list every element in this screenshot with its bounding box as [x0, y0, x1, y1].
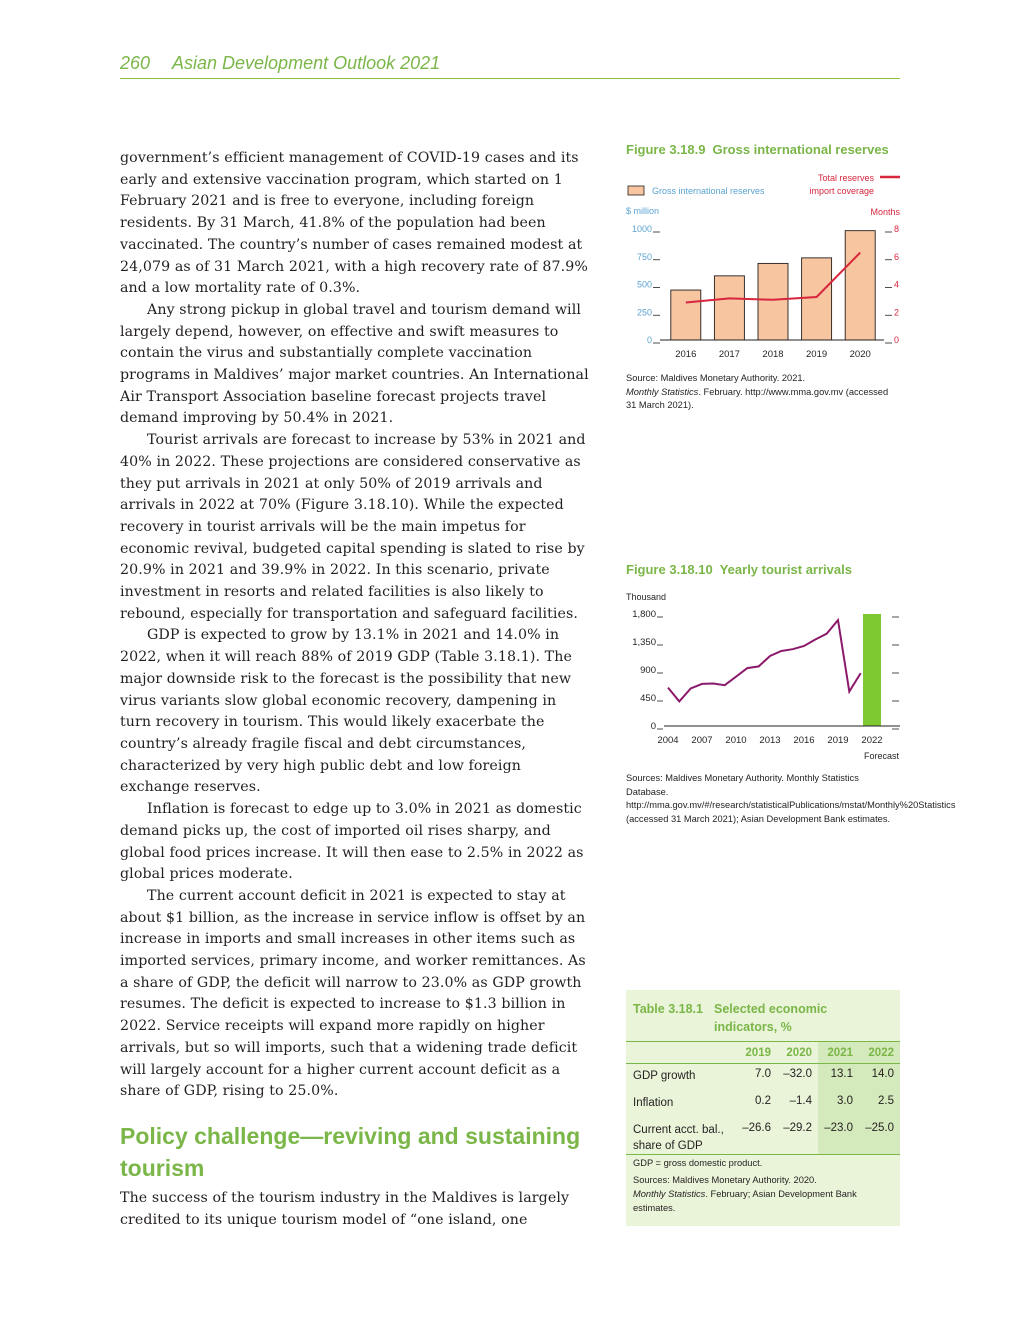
x-tick-label: 2018 [762, 349, 784, 360]
y-tick-label: 450 [640, 693, 656, 704]
reserves-chart [620, 168, 910, 368]
x-tick-label: 2022 [861, 735, 883, 746]
arrivals-chart [620, 586, 910, 766]
forecast-bar [863, 614, 881, 726]
figure-18-9-source [626, 372, 891, 413]
table-abbrev-note: GDP = gross domestic product. [633, 1158, 763, 1168]
page-number: 260 [120, 53, 151, 73]
cell: 2.5 [859, 1091, 900, 1118]
y2-tick-label: 8 [894, 224, 900, 234]
cell: –23.0 [818, 1118, 859, 1155]
row-label: GDP growth [633, 1070, 696, 1082]
x-tick-label: 2016 [675, 349, 697, 360]
y-tick-label: 1000 [631, 224, 652, 234]
y-tick-label: 750 [636, 251, 652, 262]
body-text [120, 148, 590, 1103]
cell: –32.0 [783, 1068, 812, 1080]
paragraph: Inflation is forecast to edge up to 3.0% in 2021 as domestic demand picks up, the cost of imported oil rises sharpy, and global food prices increase. It will then ease to 2.5% in 2022 as global prices moderate. [120, 801, 584, 883]
x-tick-label: 2019 [806, 349, 828, 360]
paragraph: Tourist arrivals are forecast to increase by 53% in 2021 and 40% in 2022. These projections are considered conservative as they put arrivals in 2021 at only 50% of 2019 arrivals and arrivals in 2022 at 70% (Figure 3.18.10). While the expected recovery in tourist arrivals will be the main impetus for economic revival, budgeted capital spending is slated to rise by 20.9% in 2021 and 39.9% in 2022. In this scenario, private investment in resorts and related facilities is also likely to rebound, especially for transportation and safeguard facilities. [120, 432, 586, 622]
cell: –1.4 [789, 1095, 812, 1107]
y2-tick-label: 0 [894, 335, 900, 345]
legend-bar-swatch [628, 186, 644, 195]
y2-tick-label: 2 [894, 307, 900, 318]
paragraph: GDP is expected to grow by 13.1% in 2021 and 14.0% in 2022, when it will reach 88% of 2019 GDP (Table 3.18.1). The major downside risk to the forecast is the possibility that new virus variants slow global economic recovery, dampening in turn recovery in tourism. This would likely exacerbate the country’s already fragile fiscal and debt circumstances, characterized by very high public debt and low foreign exchange reserves. [120, 627, 572, 796]
source-text-2: . February. http://www.mma.gov.mv (accessed 31 March 2021). [626, 386, 889, 410]
row-label: Inflation [633, 1097, 674, 1109]
y2-tick-label: 6 [894, 251, 900, 262]
cell: 13.1 [818, 1064, 859, 1092]
column-header: 2022 [859, 1042, 900, 1064]
reserves-bar [714, 276, 744, 340]
source-italic: Monthly Statistics [633, 1189, 706, 1199]
source-italic: Monthly Statistics [626, 386, 699, 397]
legend-bar-label: Gross international reserves [652, 186, 765, 196]
column-header: 2019 [736, 1042, 777, 1064]
table-header-row [626, 1042, 900, 1064]
header-blank [626, 1042, 736, 1064]
y-tick-label: 900 [640, 665, 656, 676]
y-tick-label: 0 [650, 721, 656, 732]
paragraph: Any strong pickup in global travel and tourism demand will largely depend, however, on effective and swift measures to contain the virus and substantially complete vaccination programs in Maldives’ major market countries. An International Air Transport Association baseline forecast projects travel demand improving by 50.4% in 2021. [120, 301, 589, 427]
cell: –26.6 [736, 1118, 777, 1155]
x-tick-label: 2017 [718, 349, 740, 360]
y-tick-label: 1,800 [632, 609, 656, 620]
table-number: Table 3.18.1 [633, 1002, 703, 1016]
indicator-table [626, 1041, 900, 1155]
table-row [626, 1118, 900, 1155]
table-row [626, 1064, 900, 1092]
x-tick-label: 2010 [725, 735, 747, 746]
y-tick-label: 0 [646, 335, 652, 345]
figure-title-text: Gross international reserves [712, 142, 889, 157]
y2-tick-label: 4 [894, 279, 900, 290]
page-header [120, 50, 900, 79]
y-axis-label: $ million [626, 206, 660, 216]
source-text-2: . February; Asian Development Bank estimates. [633, 1189, 857, 1213]
paragraph: The current account deficit in 2021 is expected to stay at about $1 billion, as the increase in service inflow is offset by an increase in imports and small increases in other items such as imported services, primary income, and worker remittances. As a share of GDP, the deficit will narrow to 23.0% as GDP growth resumes. The deficit is expected to increase to $1.3 billion in 2022. Service receipts will expand more rapidly on higher arrivals, but so will imports, such that a widening trade deficit will largely account for a higher current account deficit as a share of GDP, rising to 25.0%. [120, 887, 586, 1100]
section-paragraph: The success of the tourism industry in the Maldives is largely credited to its unique tourism model of “one island, one [120, 1190, 570, 1228]
figure-title-text: Yearly tourist arrivals [719, 562, 852, 577]
cell: 7.0 [755, 1068, 771, 1080]
cell: 0.2 [755, 1095, 771, 1107]
figure-number: Figure 3.18.10 [626, 562, 713, 577]
x-tick-label: 2020 [849, 349, 871, 360]
table-title: Selected economic indicators, % [714, 1002, 828, 1034]
y-axis-label: Thousand [626, 592, 667, 602]
y2-axis-label: Months [870, 207, 900, 217]
x-tick-label: 2019 [827, 735, 849, 746]
table-notes [633, 1156, 895, 1218]
figure-number: Figure 3.18.9 [626, 142, 706, 157]
reserves-bar [758, 263, 788, 340]
cell: 3.0 [818, 1091, 859, 1118]
reserves-bar [671, 290, 701, 340]
section-heading: Policy challenge—reviving and sustaining tourism [120, 1123, 581, 1181]
paragraph: government’s efficient management of COVID-19 cases and its early and extensive vaccination program, which started on 1 February 2021 and is free to everyone, including foreign residents. By 31 March, 41.8% of the population had been vaccinated. The country’s number of cases remained modest at 24,079 as of 31 March 2021, with a high recovery rate of 87.9% and a low mortality rate of 0.3%. [120, 150, 588, 297]
running-title: Asian Development Outlook 2021 [172, 53, 441, 73]
forecast-label: Forecast [863, 751, 899, 761]
y-tick-label: 1,350 [632, 637, 656, 648]
cell: –29.2 [777, 1118, 818, 1155]
figure-18-9-title [626, 142, 889, 157]
source-text: Sources: Maldives Monetary Authority. 2020. [633, 1175, 817, 1185]
x-tick-label: 2004 [657, 735, 679, 746]
column-header: 2021 [818, 1042, 859, 1064]
arrivals-line [668, 620, 861, 701]
x-tick-label: 2007 [691, 735, 713, 746]
table-source [633, 1173, 895, 1215]
reserves-bar [845, 231, 875, 340]
figure-18-10-title [626, 562, 852, 577]
reserves-bar [802, 258, 832, 340]
cell: –25.0 [859, 1118, 900, 1155]
x-tick-label: 2013 [759, 735, 781, 746]
y-tick-label: 500 [636, 279, 652, 290]
column-header: 2020 [777, 1042, 818, 1064]
cell: 14.0 [859, 1064, 900, 1092]
y-tick-label: 250 [636, 307, 652, 318]
x-tick-label: 2016 [793, 735, 815, 746]
source-text: Source: Maldives Monetary Authority. 2021. [626, 373, 806, 383]
row-label: Current acct. bal., share of GDP [626, 1118, 736, 1155]
figure-18-10-source: Sources: Maldives Monetary Authority. Monthly Statistics Database. http://mma.gov.mv/#/research/statisticalPublications/mstat/Monthly%20Statistics (accessed 31 March 2021); Asian Development Bank estimates. [626, 773, 956, 824]
table-row [626, 1091, 900, 1118]
legend-line-label: Total reserves [817, 173, 874, 183]
legend-line-label-2: import coverage [809, 186, 874, 196]
economic-indicators-table [626, 990, 900, 1226]
